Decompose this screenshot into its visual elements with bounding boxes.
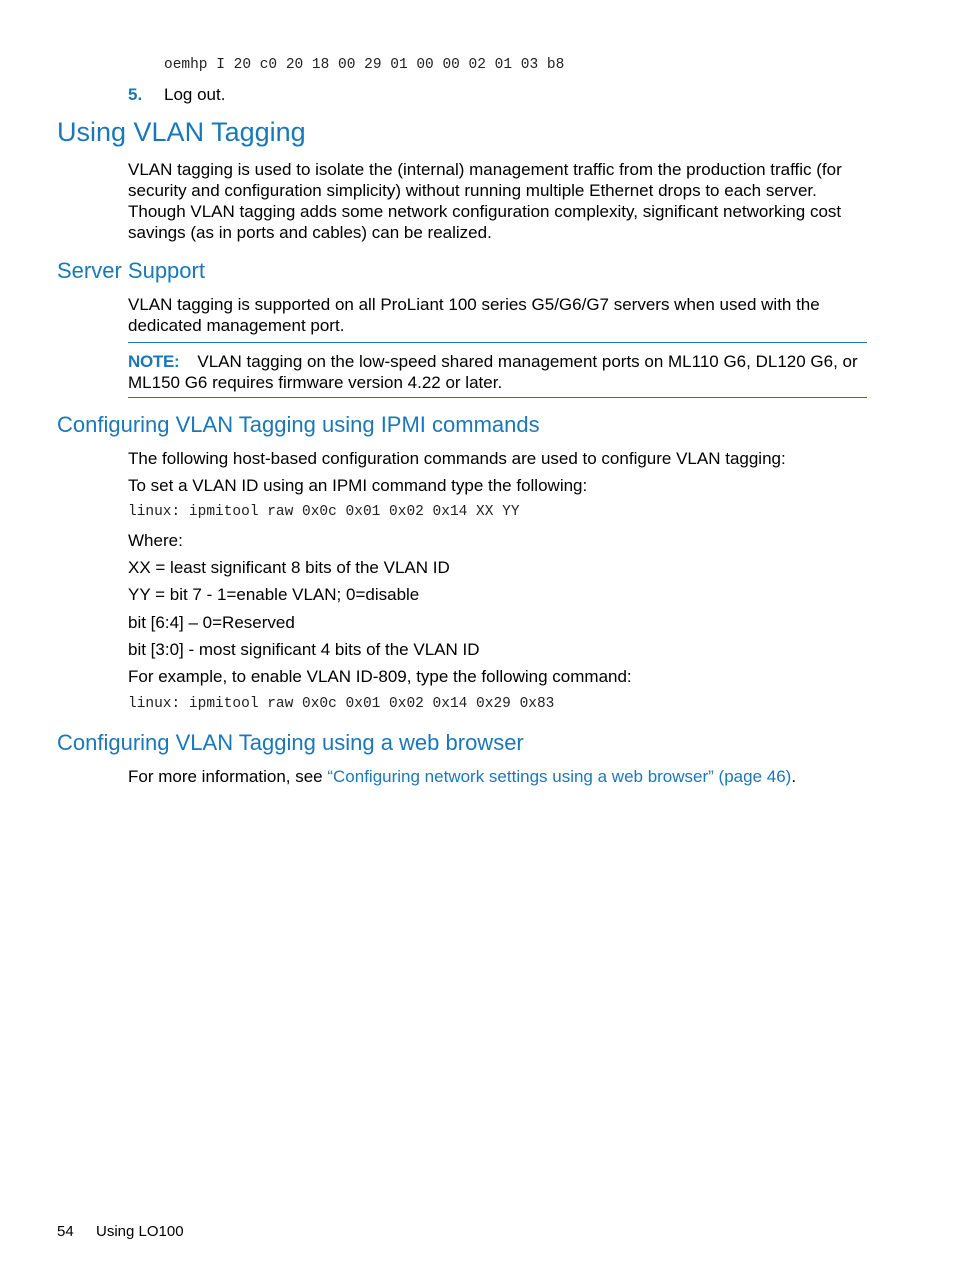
footer-title: Using LO100 bbox=[96, 1223, 184, 1240]
ipmi-code-2: linux: ipmitool raw 0x0c 0x01 0x02 0x14 0x29 0x83 bbox=[128, 696, 555, 712]
note-box bbox=[128, 351, 873, 393]
top-code: oemhp I 20 c0 20 18 00 29 01 00 00 02 01 03 b8 bbox=[164, 57, 565, 73]
ipmi-yy: YY = bit 7 - 1=enable VLAN; 0=disable bbox=[128, 585, 420, 604]
step-number: 5. bbox=[128, 85, 143, 104]
web-paragraph bbox=[128, 766, 796, 787]
section-title-server-support: Server Support bbox=[57, 258, 205, 283]
ipmi-bit30: bit [3:0] - most significant 4 bits of the VLAN ID bbox=[128, 640, 480, 659]
web-link[interactable]: “Configuring network settings using a web browser” (page 46) bbox=[327, 767, 792, 786]
note-top-rule bbox=[128, 342, 867, 343]
note-label: NOTE: bbox=[128, 352, 180, 371]
ipmi-bit64: bit [6:4] – 0=Reserved bbox=[128, 613, 295, 632]
note-bottom-rule bbox=[128, 397, 867, 398]
section-title-web: Configuring VLAN Tagging using a web browser bbox=[57, 730, 524, 755]
ipmi-xx: XX = least significant 8 bits of the VLAN ID bbox=[128, 558, 450, 577]
footer-page-number: 54 bbox=[57, 1223, 74, 1240]
ipmi-line-1: The following host-based configuration commands are used to configure VLAN tagging: bbox=[128, 449, 786, 468]
web-prefix: For more information, see bbox=[128, 767, 328, 786]
web-suffix: . bbox=[791, 767, 797, 786]
note-text: VLAN tagging on the low-speed shared management ports on ML110 G6, DL120 G6, or ML150 G6 requires firmware version 4.22 or later. bbox=[128, 352, 858, 392]
ipmi-code-1: linux: ipmitool raw 0x0c 0x01 0x02 0x14 XX YY bbox=[128, 504, 520, 520]
section-title-vlan: Using VLAN Tagging bbox=[57, 117, 306, 147]
ipmi-example: For example, to enable VLAN ID-809, type the following command: bbox=[128, 667, 632, 686]
section-title-ipmi: Configuring VLAN Tagging using IPMI commands bbox=[57, 412, 540, 437]
vlan-paragraph: VLAN tagging is used to isolate the (internal) management traffic from the production traffic (for security and configuration simplicity) without running multiple Ethernet drops to each server. Though VLAN tagging adds some network configuration complexity, significant networking cost savings (as in ports and cables) can be realized. bbox=[128, 160, 842, 242]
step-text: Log out. bbox=[164, 85, 226, 104]
ipmi-line-2: To set a VLAN ID using an IPMI command type the following: bbox=[128, 476, 588, 495]
server-support-paragraph: VLAN tagging is supported on all ProLiant 100 series G5/G6/G7 servers when used with the dedicated management port. bbox=[128, 295, 820, 335]
ipmi-where: Where: bbox=[128, 531, 183, 550]
